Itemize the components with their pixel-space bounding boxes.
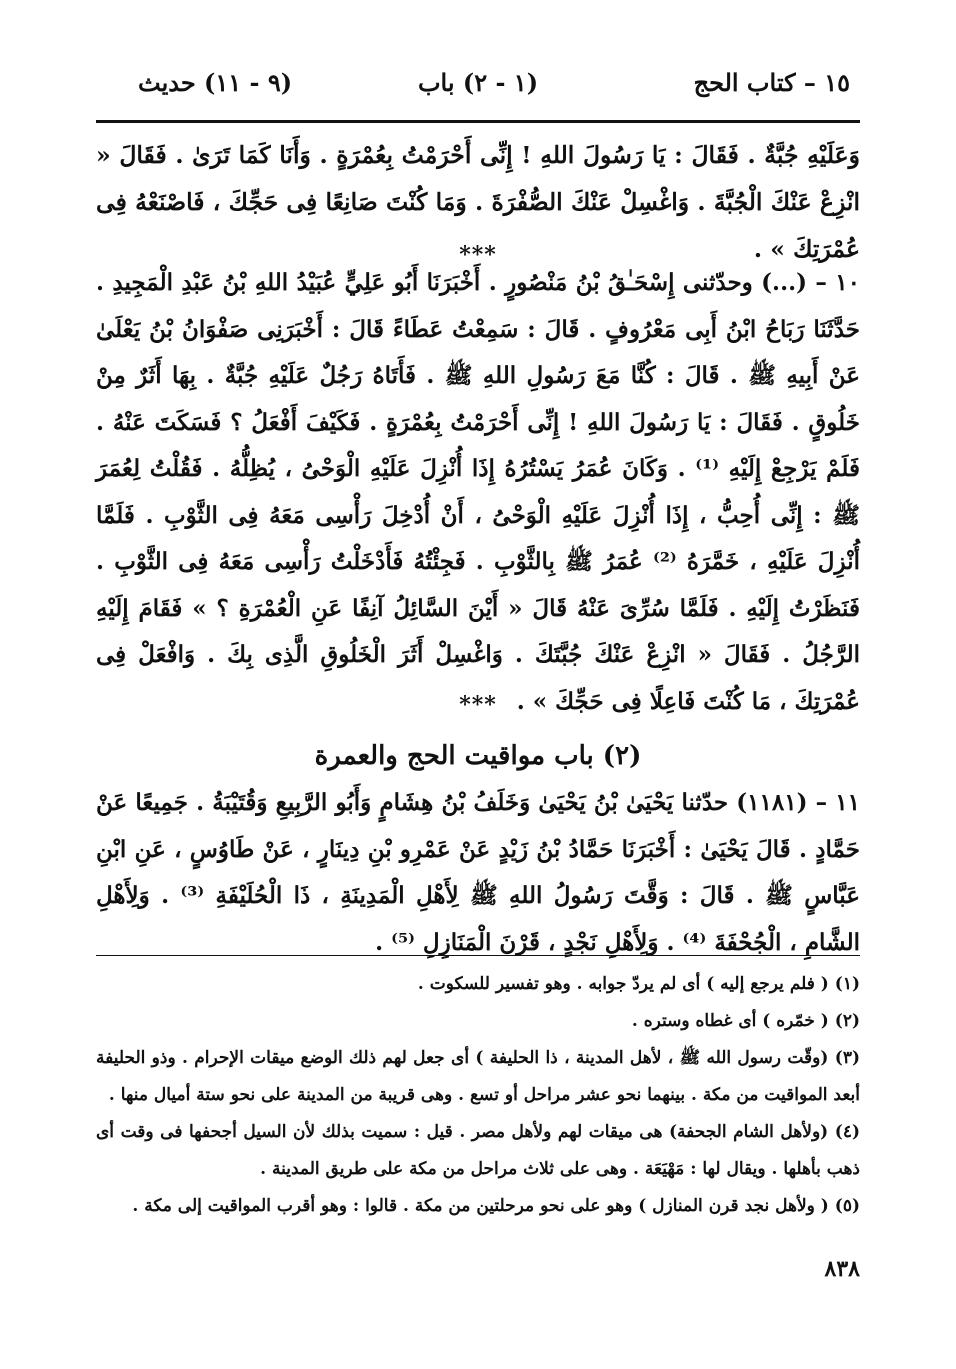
hadith-10-block: [96, 260, 860, 725]
continued-paragraph: وَعَلَيْهِ جُبَّةٌ . فَقَالَ : يَا رَسُولَ اللهِ ! إِنِّى أَحْرَمْتُ بِعُمْرَةٍ . وَأَنَا كَمَا تَرَىٰ . فَقَالَ « انْزِعْ عَنْكَ الْجُبَّةَ . وَاغْسِلْ عَنْكَ الصُّفْرَةَ . وَمَا كُنْتَ صَانِعًا فِى حَجِّكَ ، فَاصْنَعْهُ فِى عُمْرَتِكَ » .: [96, 141, 860, 263]
footnotes: [96, 966, 860, 1225]
page-number: ٨٣٨: [824, 1256, 860, 1282]
footnote-2: (٢) ( خمّره ) أى غطاه وستره .: [631, 1011, 860, 1031]
footnote-4: (٤) (ولأهل الشام الجحفة) هى ميقات لهم ولأهل مصر . قيل : سميت بذلك لأن السيل أجحفها فى وقت أى ذهب بأهلها . ويقال لها : مَهْيَعَة . وهى على ثلاث مراحل من مكة على طريق المدينة .: [96, 1122, 860, 1179]
chapter-reference: (١ - ٢) باب: [417, 68, 539, 97]
running-header: [96, 68, 860, 112]
asterism: ***: [459, 692, 497, 718]
footnote-3: (٣) (وقّت رسول الله ﷺ ، لأهل المدينة ، ذا الحليفة ) أى جعل لهم ذلك الوضع ميقات الإحرام . وذو الحليفة أبعد المواقيت من مكة . بينهما نحو عشر مراحل أو تسع . وهى قريبة من المدينة على نحو ستة أميال منها .: [96, 1048, 860, 1105]
hadith-10-text: ١٠ – (...) وحدّثنى إِسْحَـٰقُ بْنُ مَنْصُورٍ . أَخْبَرَنَا أَبُو عَلِيٍّ عُبَيْدُ اللهِ بْنُ عَبْدِ الْمَجِيدِ . حَدَّثَنَا رَبَاحُ ابْنُ أَبِى مَعْرُوفٍ . قَالَ : سَمِعْتُ عَطَاءً قَالَ : أَخْبَرَنِى صَفْوَانُ بْنُ يَعْلَىٰ عَنْ أَبِيهِ ﷺ . قَالَ : كُنَّا مَعَ رَسُولِ اللهِ ﷺ . فَأَتَاهُ رَجُلٌ عَلَيْهِ جُبَّةٌ . بِهَا أَثَرٌ مِنْ خَلُوقٍ . فَقَالَ : يَا رَسُولَ اللهِ ! إِنِّى أَحْرَمْتُ بِعُمْرَةٍ . فَكَيْفَ أَفْعَلُ ؟ فَسَكَتَ عَنْهُ . فَلَمْ يَرْجِعْ إِلَيْهِ ⁽¹⁾ . وَكَانَ عُمَرُ يَسْتُرُهُ إِذَا أُنْزِلَ عَلَيْهِ الْوَحْىُ ، يُظِلُّهُ . فَقُلْتُ لِعُمَرَ ﷺ : إِنِّى أُحِبُّ ، إِذَا أُنْزِلَ عَلَيْهِ الْوَحْىُ ، أَنْ أُدْخِلَ رَأْسِى مَعَهُ فِى الثَّوْبِ . فَلَمَّا أُنْزِلَ عَلَيْهِ ، خَمَّرَهُ ⁽²⁾ عُمَرُ ﷺ بِالثَّوْبِ . فَجِئْتُهُ فَأَدْخَلْتُ رَأْسِى مَعَهُ فِى الثَّوْبِ . فَنَظَرْتُ إِلَيْهِ . فَلَمَّا سُرِّىَ عَنْهُ قَالَ « أَيْنَ السَّائِلُ آنِفًا عَنِ الْعُمْرَةِ ؟ » فَقَامَ إِلَيْهِ الرَّجُلُ . فَقَالَ « انْزِعْ عَنْكَ جُبَّتَكَ . وَاغْسِلْ أَثَرَ الْخَلُوقِ الَّذِى بِكَ . وَافْعَلْ فِى عُمْرَتِكَ ، مَا كُنْتَ فَاعِلًا فِى حَجِّكَ » .: [96, 269, 861, 715]
footnote-1: (١) ( فلم يرجع إليه ) أى لم يردّ جوابه . وهو تفسير للسكوت .: [417, 974, 860, 994]
asterism: ***: [459, 242, 497, 268]
header-divider: [96, 120, 860, 123]
hadith-reference: (٩ - ١١) حديث: [138, 68, 293, 97]
chapter-title: (٢) باب مواقيت الحج والعمرة: [314, 741, 642, 771]
footnote-5: (٥) ( ولأهل نجد قرن المنازل ) وهو على نحو مرحلتين من مكة . قالوا : وهو أقرب المواقيت إلى مكة .: [132, 1196, 860, 1216]
chapter-block: [96, 732, 860, 966]
book-title: ١٥ – كتاب الحج: [693, 68, 850, 97]
separator-bottom: [0, 694, 956, 716]
hadith-11-text: ١١ – (١١٨١) حدّثنا يَحْيَىٰ بْنُ يَحْيَىٰ وَخَلَفُ بْنُ هِشَامٍ وَأَبُو الرَّبِيعِ وَقُتَيْبَةُ . جَمِيعًا عَنْ حَمَّادٍ . قَالَ يَحْيَىٰ : أَخْبَرَنَا حَمَّادُ بْنُ زَيْدٍ عَنْ عَمْرِو بْنِ دِينَارٍ ، عَنْ طَاوُسٍ ، عَنِ ابْنِ عَبَّاسٍ ﷺ . قَالَ : وَقَّتَ رَسُولُ اللهِ ﷺ لِأَهْلِ الْمَدِينَةِ ، ذَا الْحُلَيْفَةِ ⁽³⁾ . وَلِأَهْلِ الشَّامِ ، الْجُحْفَةَ ⁽⁴⁾ . وَلِأَهْلِ نَجْدٍ ، قَرْنَ الْمَنَازِلِ ⁽⁵⁾ .: [96, 789, 860, 956]
footnote-divider: [96, 955, 860, 956]
